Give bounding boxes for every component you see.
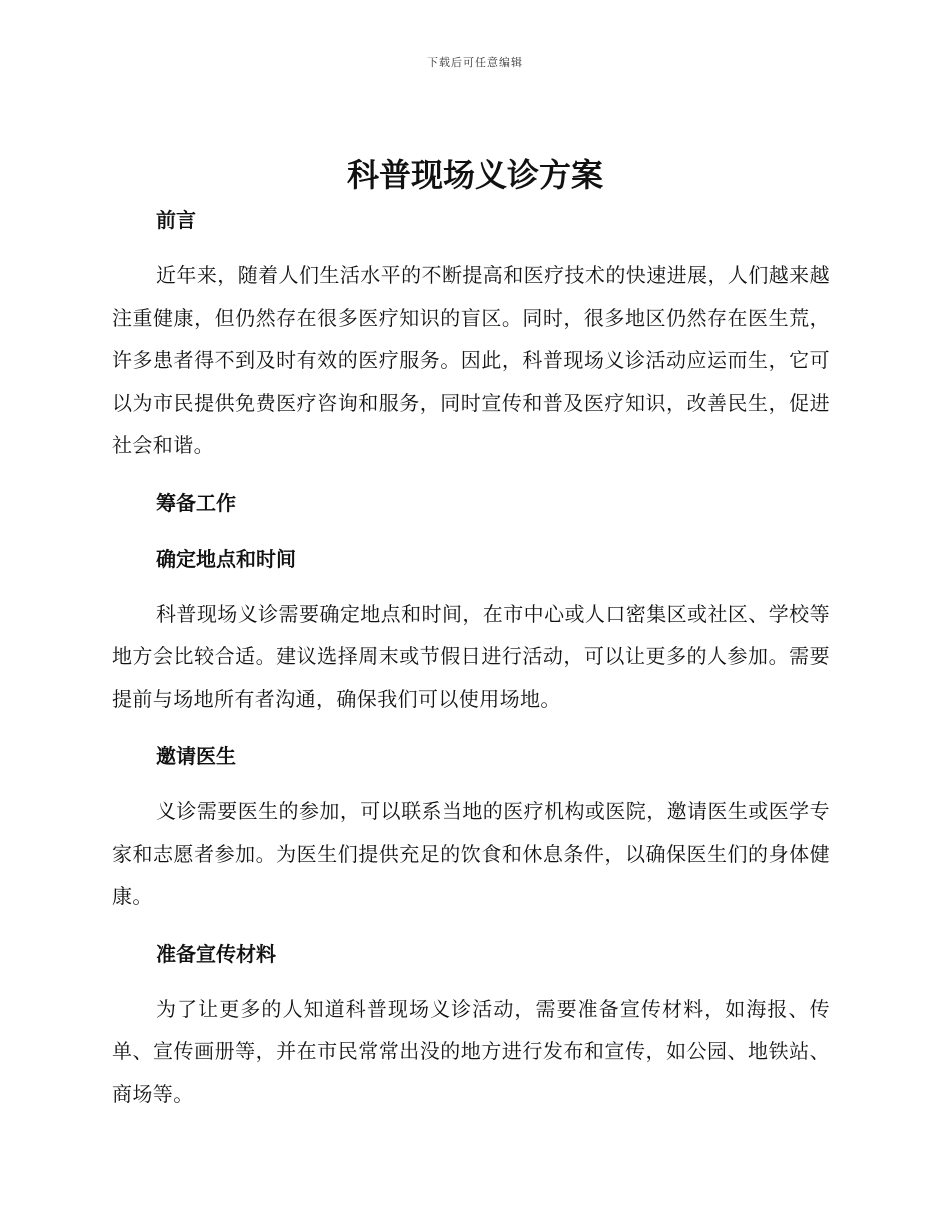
section-heading-preface: 前言 xyxy=(156,208,196,232)
paragraph-invite-doctors: 义诊需要医生的参加，可以联系当地的医疗机构或医院，邀请医生或医学专家和志愿者参加。为医生们提供充足的饮食和休息条件，以确保医生们的身体健康。 xyxy=(112,799,830,908)
document-title: 科普现场义诊方案 xyxy=(346,156,603,194)
document-body xyxy=(112,200,830,1115)
paragraph-preface: 近年来，随着人们生活水平的不断提高和医疗技术的快速进展，人们越来越注重健康，但仍然存在很多医疗知识的盲区。同时，很多地区仍然存在医生荒，许多患者得不到及时有效的医疗服务。因此，科普现场义诊活动应运而生，它可以为市民提供免费医疗咨询和服务，同时宣传和普及医疗知识，改善民生，促进社会和谐。 xyxy=(112,263,830,457)
section-heading-preparation: 筹备工作 xyxy=(156,490,236,515)
section-heading-location-time: 确定地点和时间 xyxy=(156,546,296,571)
paragraph-promo-materials: 为了让更多的人知道科普现场义诊活动，需要准备宣传材料，如海报、传单、宣传画册等，并在市民常常出没的地方进行发布和宣传，如公园、地铁站、商场等。 xyxy=(112,996,830,1106)
paragraph-location-time: 科普现场义诊需要确定地点和时间，在市中心或人口密集区或社区、学校等地方会比较合适。建议选择周末或节假日进行活动，可以让更多的人参加。需要提前与场地所有者沟通，确保我们可以使用场地。 xyxy=(112,601,830,711)
section-heading-promo-materials: 准备宣传材料 xyxy=(156,941,276,966)
header-note: 下载后可任意编辑 xyxy=(427,56,523,69)
section-heading-invite-doctors: 邀请医生 xyxy=(156,744,236,768)
